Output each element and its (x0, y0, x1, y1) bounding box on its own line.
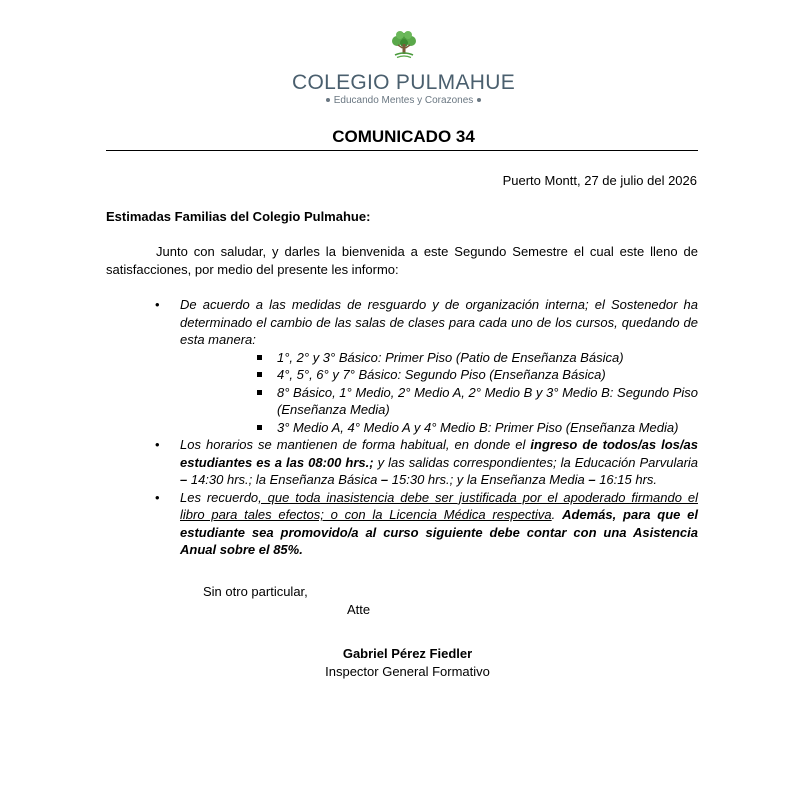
closing-text: Sin otro particular, (203, 584, 308, 599)
list-item (180, 296, 698, 436)
atte-text: Atte (347, 602, 371, 617)
attendance-underlined-text: , que toda inasistencia debe ser justificada por el apoderado firmando el libro para tales efectos; o con la Licencia Médica respectiva (180, 489, 698, 522)
dot-icon (477, 98, 481, 102)
signer-role: Inspector General Formativo (325, 664, 490, 679)
schedule-text: y las salidas correspondientes; la Educación Parvularia (373, 454, 699, 470)
entry-time-text: ingreso de todos/as los/as estudiantes es a las 08:00 hrs.; (180, 437, 698, 470)
list-item: 1°, 2° y 3° Básico: Primer Piso (Patio de Enseñanza Básica) (277, 349, 698, 367)
dot-icon (326, 98, 330, 102)
document-date: Puerto Montt, 27 de julio del 2026 (502, 173, 697, 188)
tagline-text: Educando Mentes y Corazones (333, 95, 474, 106)
tree-icon (389, 30, 419, 60)
attendance-bold-text: Además, para que el estudiante sea promovido/a al curso siguiente debe contar con una Asistencia Anual sobre el 85%. (180, 507, 698, 557)
list-item: 4°, 5°, 6° y 7° Básico: Segundo Piso (Enseñanza Básica) (277, 366, 698, 384)
list-item: 3° Medio A, 4° Medio A y 4° Medio B: Primer Piso (Enseñanza Media) (277, 419, 698, 437)
attendance-text: Les recuerdo (180, 489, 259, 505)
title-divider (106, 150, 698, 151)
schedule-text: 15:30 hrs.; y la Enseñanza Media (388, 472, 589, 487)
list-item: 8° Básico, 1° Medio, 2° Medio A, 2° Medio B y 3° Medio B: Segundo Piso (Enseñanza Media) (277, 384, 698, 417)
dash: – (180, 472, 188, 487)
dash: – (588, 472, 596, 487)
signer-name: Gabriel Pérez Fiedler (342, 646, 473, 661)
classroom-change-text: De acuerdo a las medidas de resguardo y de organización interna; el Sostenedor ha determinado el cambio de las salas de clases para cada uno de los cursos, quedando de esta manera: (180, 297, 698, 347)
document-title: COMUNICADO 34 (332, 127, 475, 146)
school-name: COLEGIO PULMAHUE (291, 71, 515, 94)
list-item (180, 489, 698, 559)
greeting: Estimadas Familias del Colegio Pulmahue: (106, 209, 371, 224)
dash: – (380, 472, 389, 487)
schedule-text: 16:15 hrs. (595, 472, 658, 487)
school-logo (0, 30, 807, 60)
intro-paragraph: Junto con saludar, y darles la bienvenida a este Segundo Semestre el cual este lleno de satisfacciones, por medio del presente les informo: (106, 244, 698, 277)
school-tagline (0, 95, 807, 106)
list-item (180, 436, 698, 489)
schedule-text: 14:30 hrs.; la Enseñanza Básica (187, 472, 381, 487)
attendance-text: . (551, 507, 563, 522)
notice-list (180, 296, 698, 559)
classroom-list (180, 349, 698, 437)
schedule-text: Los horarios se mantienen de forma habitual, en donde el (180, 437, 531, 452)
